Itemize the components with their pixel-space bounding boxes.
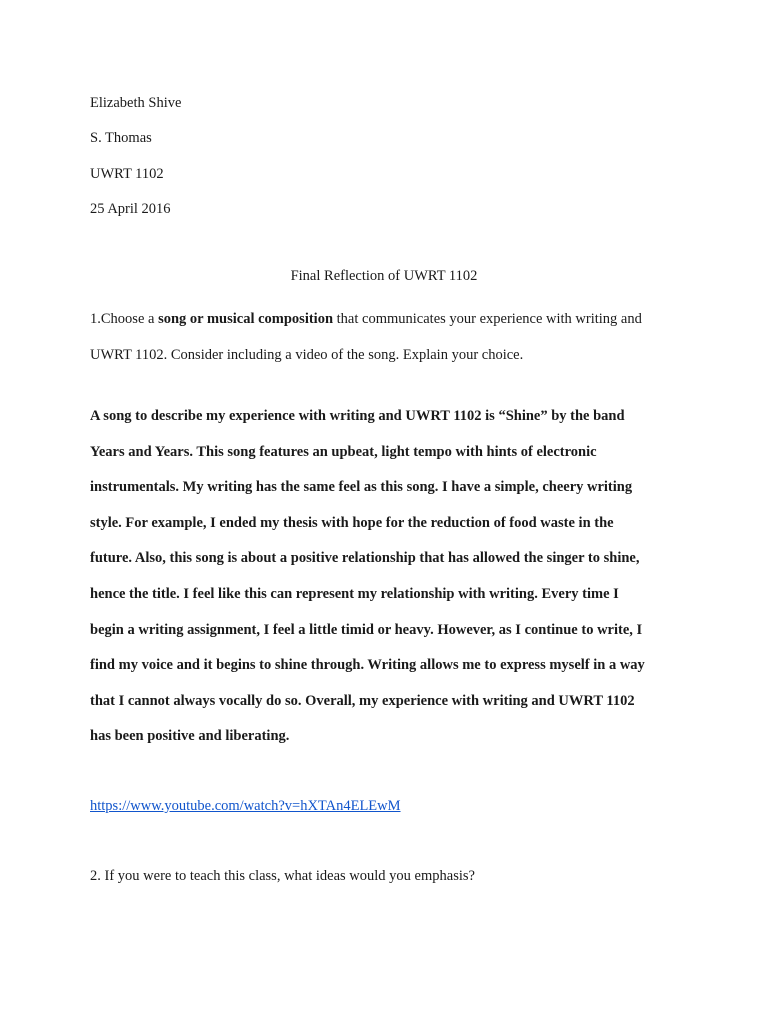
document-title: Final Reflection of UWRT 1102 xyxy=(290,268,478,284)
question-1-line-2: UWRT 1102. Consider including a video of the song. Explain your choice. xyxy=(90,346,524,363)
answer-line: that I cannot always vocally do so. Overall, my experience with writing and UWRT 1102 xyxy=(90,692,635,709)
answer-line: begin a writing assignment, I feel a little timid or heavy. However, as I continue to write, I xyxy=(90,621,643,638)
instructor-name: S. Thomas xyxy=(90,130,152,146)
course-code: UWRT 1102 xyxy=(90,166,164,182)
answer-line: A song to describe my experience with writing and UWRT 1102 is “Shine” by the band xyxy=(90,408,625,424)
youtube-link[interactable]: https://www.youtube.com/watch?v=hXTAn4ELEwM xyxy=(90,798,401,814)
answer-line: find my voice and it begins to shine through. Writing allows me to express myself in a way xyxy=(90,657,645,674)
answer-line: has been positive and liberating. xyxy=(90,728,290,745)
author-name: Elizabeth Shive xyxy=(90,95,182,111)
question-1 xyxy=(90,302,690,373)
answer-line: Years and Years. This song features an upbeat, light tempo with hints of electronic xyxy=(90,443,597,460)
answer-1 xyxy=(90,399,690,755)
question-2: 2. If you were to teach this class, what ideas would you emphasis? xyxy=(90,868,475,884)
question-1-suffix: that communicates your experience with writing and xyxy=(333,311,642,327)
answer-line: future. Also, this song is about a positive relationship that has allowed the singer to shine, xyxy=(90,550,640,567)
question-1-prefix: 1.Choose a xyxy=(90,311,159,327)
question-1-bold: song or musical composition xyxy=(158,311,334,327)
document-date: 25 April 2016 xyxy=(90,201,171,217)
answer-line: style. For example, I ended my thesis with hope for the reduction of food waste in the xyxy=(90,514,614,531)
answer-line: instrumentals. My writing has the same feel as this song. I have a simple, cheery writing xyxy=(90,479,633,496)
question-1-line-1 xyxy=(90,302,690,338)
answer-line: hence the title. I feel like this can represent my relationship with writing. Every time I xyxy=(90,585,619,602)
